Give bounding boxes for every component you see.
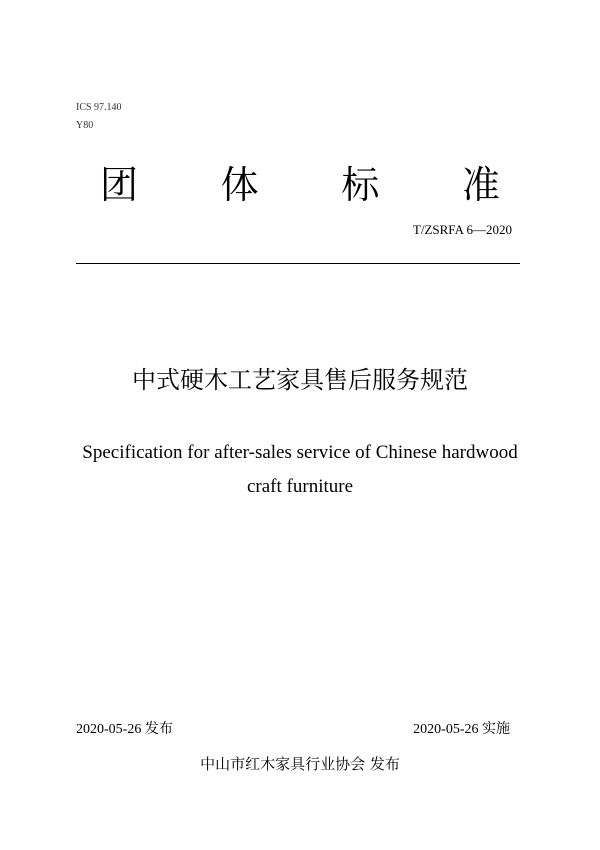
- document-type-heading: [100, 154, 500, 209]
- doc-type-char: 标: [341, 163, 380, 207]
- doc-type-char: 团: [100, 163, 139, 207]
- chinese-title: 中式硬木工艺家具售后服务规范: [132, 366, 468, 394]
- ccs-code: Y80: [76, 120, 94, 131]
- implementation-date: 2020-05-26 实施: [413, 722, 510, 737]
- issuing-organization: 中山市红木家具行业协会 发布: [200, 755, 400, 773]
- publication-date: 2020-05-26 发布: [76, 722, 173, 737]
- ics-code: ICS 97.140: [76, 102, 122, 113]
- standard-number: T/ZSRFA 6—2020: [412, 222, 512, 237]
- doc-type-char: 体: [220, 163, 259, 207]
- header-divider: [76, 263, 520, 264]
- english-title: Specification for after-sales service of Chinese hardwood craft furniture: [82, 442, 518, 497]
- doc-type-char: 准: [461, 163, 500, 207]
